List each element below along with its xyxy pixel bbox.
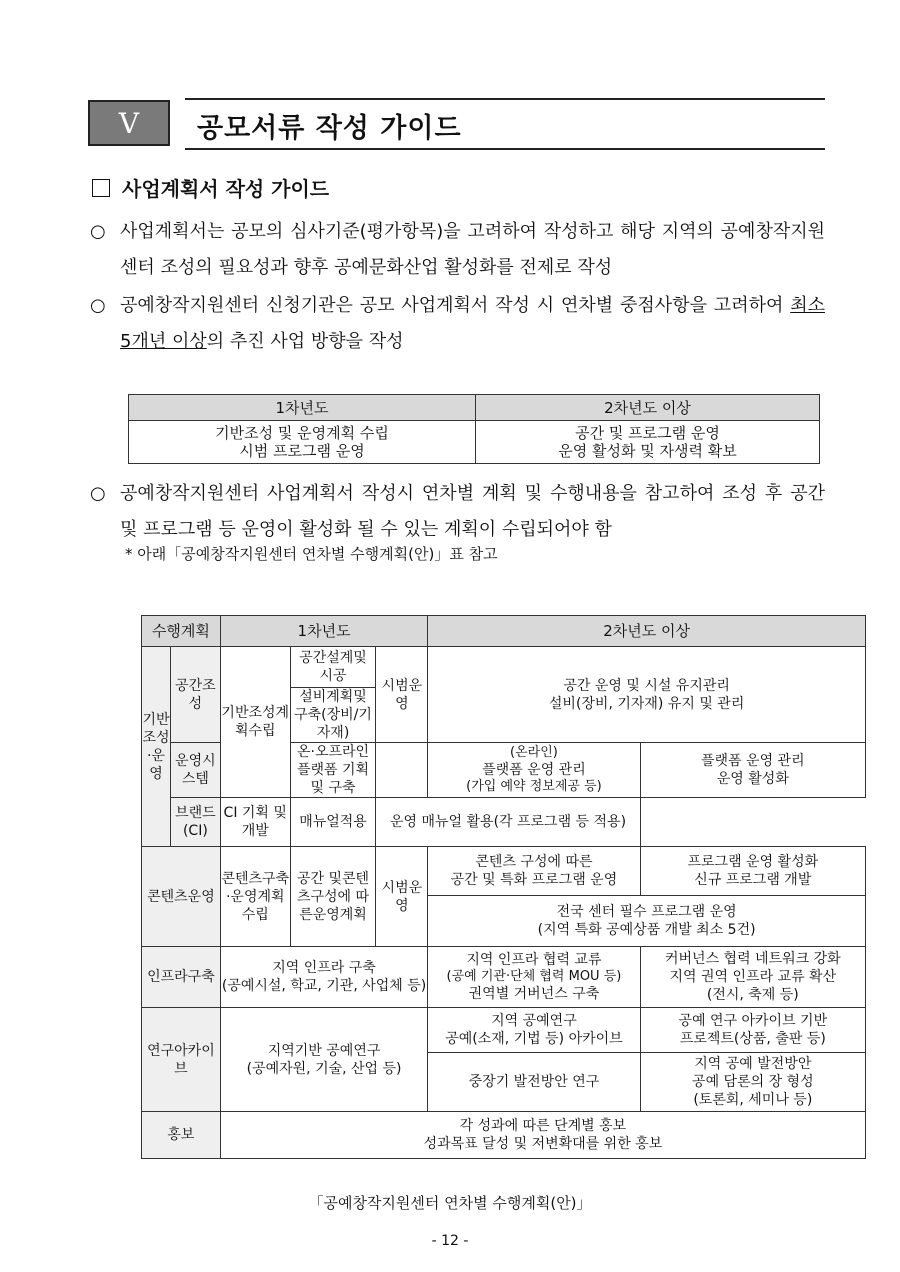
table-cell xyxy=(428,947,640,1008)
cell-line: 시범 프로그램 운영 xyxy=(239,442,365,460)
section-header xyxy=(88,98,825,148)
table-cell: 공간 및콘텐츠구성에 따른운영계획 xyxy=(290,847,376,947)
cell-line: 신규 프로그램 개발 xyxy=(694,872,812,888)
row-label: 인프라구축 xyxy=(142,947,221,1008)
subheading xyxy=(92,173,329,202)
circle-bullet-icon: ○ xyxy=(90,295,106,316)
row-label: 연구아카이브 xyxy=(142,1008,221,1112)
table-cell: 콘텐츠구축·운영계획수립 xyxy=(220,847,290,947)
bullet-text xyxy=(120,288,825,360)
section-title: 공모서류 작성 가이드 xyxy=(197,113,462,144)
table-header: 2차년도 이상 xyxy=(476,395,820,421)
table-header: 2차년도 이상 xyxy=(428,616,866,647)
circle-bullet-icon: ○ xyxy=(90,483,106,504)
table-cell xyxy=(428,647,866,743)
cell-line: 플랫폼 운영 관리 xyxy=(482,762,586,778)
cell-line: 공간 운영 및 시설 유지관리 xyxy=(563,677,730,694)
bullet-text-part: 공예창작지원센터 신청기관은 공모 사업계획서 작성 시 연차별 중점사항을 고려하여 xyxy=(120,295,791,316)
table-cell: 매뉴얼적용 xyxy=(290,798,376,847)
cell-line: (토론회, 세미나 등) xyxy=(693,1092,813,1108)
cell-line: (지역 특화 공예상품 개발 최소 5건) xyxy=(537,922,756,938)
table-cell: 기반조성계획수립 xyxy=(220,647,290,798)
cell-line: 프로그램 운영 활성화 xyxy=(687,854,819,870)
bullet-text-part: 의 추진 사업 방향을 작성 xyxy=(206,331,404,352)
bullet-3 xyxy=(90,476,825,548)
summary-table xyxy=(128,394,820,464)
table-cell xyxy=(220,1008,427,1112)
cell-line: (전시, 축제 등) xyxy=(706,987,799,1003)
bullet-text: 사업계획서는 공모의 심사기준(평가항목)을 고려하여 작성하고 해당 지역의 공예창작지원센터 조성의 필요성과 향후 공예문화산업 활성화를 전제로 작성 xyxy=(120,221,825,278)
cell-line: 권역별 거버넌스 구축 xyxy=(468,986,600,1002)
table-cell xyxy=(476,421,820,464)
table-cell: 시범운영 xyxy=(376,847,428,947)
table-header: 수행계획 xyxy=(142,616,221,647)
cell-line: (가입 예약 정보제공 등) xyxy=(466,779,602,794)
cell-line: 운영 활성화 xyxy=(716,771,789,787)
table-header: 1차년도 xyxy=(129,395,476,421)
row-group-label: 기반조성·운영 xyxy=(142,647,171,847)
table-header: 1차년도 xyxy=(220,616,427,647)
cell-line: 기반조성 및 운영계획 수립 xyxy=(215,424,389,442)
checkbox-square-icon xyxy=(92,179,110,197)
section-title-bar xyxy=(185,98,825,150)
cell-line: 전국 센터 필수 프로그램 운영 xyxy=(556,904,737,920)
circle-bullet-icon: ○ xyxy=(90,221,106,242)
cell-line: 각 성과에 따른 단계별 홍보 xyxy=(459,1118,627,1134)
table-cell xyxy=(428,847,640,896)
table-cell xyxy=(129,421,476,464)
row-label: 콘텐츠운영 xyxy=(142,847,221,947)
row-label: 운영시스템 xyxy=(170,743,220,798)
row-label: 홍보 xyxy=(142,1112,221,1159)
cell-line: 커버넌스 협력 네트워크 강화 xyxy=(665,951,841,967)
table-cell xyxy=(640,743,865,798)
cell-line: (공예시설, 학교, 기관, 사업체 등) xyxy=(221,978,427,994)
table-cell xyxy=(220,1112,865,1159)
table-cell: 중장기 발전방안 연구 xyxy=(428,1053,640,1112)
cell-line: (온라인) xyxy=(510,745,558,760)
cell-line: 플랫폼 운영 관리 xyxy=(701,753,805,769)
cell-line: 설비(장비, 기자재) 유지 및 관리 xyxy=(548,695,745,712)
table-note: * 아래「공예창작지원센터 연차별 수행계획(안)」표 참고 xyxy=(125,545,498,563)
table-cell xyxy=(428,1008,640,1053)
table-cell: 공간설계및 시공 xyxy=(290,647,376,688)
table-cell xyxy=(640,847,865,896)
cell-line: 지역 공예연구 xyxy=(491,1013,577,1029)
table-cell: 운영 매뉴얼 활용(각 프로그램 등 적용) xyxy=(376,798,640,847)
cell-line: (공예자원, 기술, 산업 등) xyxy=(246,1060,402,1077)
bullet-text: 공예창작지원센터 사업계획서 작성시 연차별 계획 및 수행내용을 참고하여 조성 후 공간 및 프로그램 등 운영이 활성화 될 수 있는 계획이 수립되어야 함 xyxy=(120,483,825,540)
plan-table xyxy=(141,615,866,1159)
cell-line: 프로젝트(상품, 출판 등) xyxy=(679,1031,826,1047)
cell-line: 지역기반 공예연구 xyxy=(267,1042,381,1059)
cell-line: 공예 연구 아카이브 기반 xyxy=(678,1013,828,1029)
section-number: Ⅴ xyxy=(88,100,170,146)
table-cell: 설비계획및 구축(장비/기자재) xyxy=(290,688,376,743)
cell-line: 공예(소재, 기법 등) 아카이브 xyxy=(445,1031,623,1047)
cell-line: (공예 기관·단체 협력 MOU 등) xyxy=(446,969,622,984)
table-cell xyxy=(640,947,865,1008)
cell-line: 지역 인프라 협력 교류 xyxy=(466,952,602,968)
row-label: 브랜드(CI) xyxy=(170,798,220,847)
bullet-1 xyxy=(90,214,825,286)
row-label: 공간조성 xyxy=(170,647,220,743)
bullet-2 xyxy=(90,288,825,360)
cell-line: 운영 활성화 및 자생력 확보 xyxy=(558,442,737,460)
table-caption: 「공예창작지원센터 연차별 수행계획(안)」 xyxy=(308,1194,592,1212)
subheading-text: 사업계획서 작성 가이드 xyxy=(122,177,330,201)
cell-line: 콘텐츠 구성에 따른 xyxy=(475,854,593,870)
table-cell xyxy=(428,743,640,798)
table-cell xyxy=(220,947,427,1008)
cell-line: 공간 및 프로그램 운영 xyxy=(575,424,720,442)
table-cell xyxy=(428,896,866,947)
cell-line: 공예 담론의 장 형성 xyxy=(692,1074,814,1090)
underlined-text: 최소 5개년 이상 xyxy=(120,295,825,352)
table-cell: CI 기획 및개발 xyxy=(220,798,290,847)
cell-line: 공간 및 특화 프로그램 운영 xyxy=(450,872,618,888)
cell-line: 성과목표 달성 및 저변확대를 위한 홍보 xyxy=(423,1136,663,1152)
page-number: - 12 - xyxy=(431,1233,469,1249)
table-cell: 시범운영 xyxy=(376,647,428,743)
cell-line: 지역 권역 인프라 교류 확산 xyxy=(669,969,837,985)
table-cell xyxy=(640,1008,865,1053)
table-cell: 온·오프라인플랫폼 기획및 구축 xyxy=(290,743,376,798)
table-cell xyxy=(640,1053,865,1112)
cell-line: 지역 공예 발전방안 xyxy=(694,1056,812,1072)
cell-line: 지역 인프라 구축 xyxy=(272,960,376,976)
